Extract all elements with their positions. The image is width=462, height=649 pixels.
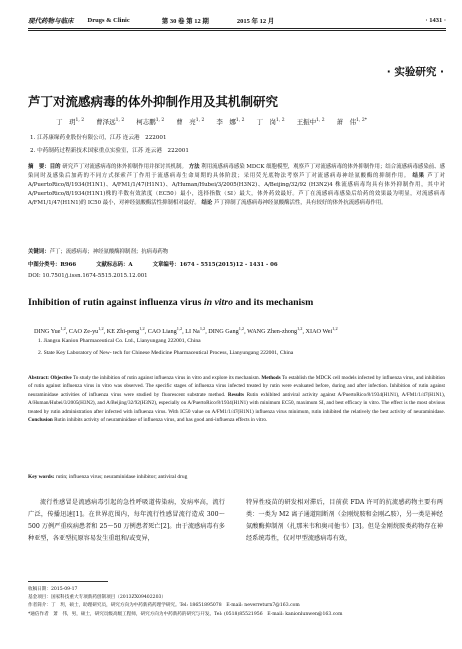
page-number: · 1431 · [425, 16, 446, 24]
abstract-cn-objective: 研究芦丁对流感病毒的体外抑制作用并探讨其机制。 [62, 164, 187, 170]
keywords-cn-label: 关键词： [28, 249, 50, 255]
abstract-en-results: Rutin exhibited antiviral activity against A/PuertoRico/8/1934(H1N1), A/FM1/1/47(H1N1), A/Human/Hubei/3/2005(H3N2), and A/Beijing/32/92(H3N2), especially on A/PuertoRico/8/1934(H1N1) with minimum EC50, maximum SI, and best efficacy in vitro. The effect is the most obvious treated by rutin administration after infected with influenza virus. With IC50 value on A/FM1/1/47(H1N1) influenza virus minimum, rutin inhibited the relatively the best activity of neuraminidase. [28, 391, 446, 415]
authors-cn [56, 117, 367, 126]
footnote-corresponding: *通信作者 萧 伟，男，硕士，研究员级高级工程师，研究方向为中药新药的研究与开发。Tel: (0518)85521956 E-mail: kanionlunwen@163.com [28, 611, 343, 617]
affiliation-cn-1: 1. 江苏康缘药业股份有限公司，江苏 连云港 222001 [30, 135, 167, 141]
author-en: CAO Liang$^{1,2}$ [147, 326, 183, 336]
author-en: CAO Ze-yu$^{1,2}$ [68, 326, 104, 336]
abstract-cn-conclusion: 芦丁抑制了流感病毒神经氨酸酶活性，具有较好的体外抗流感病毒作用。 [214, 200, 387, 207]
abstract-en-methods: To establish the MDCK cell models infected by influenza virus, and inhibition of rutin against influenza virus in vitro was observed. The specific stages of influenza virus infected treated by rutin were evaluated before, during and after infection. Inhibition of rutin against neuraminidase activities of influenza virus were studied by fluorescent substrate method. [28, 375, 446, 398]
author-en: DING Gang$^{1,2}$ [208, 326, 245, 336]
footnote-author-bio: 作者简介：丁 玥，硕士，助理研究员，研究方向为中药新药药理学研究。Tel: 18651895078 E-mail: neverreturn7@163.com [28, 603, 300, 609]
document-code: 文献标志码：A [96, 262, 133, 268]
author-en: LI Na$^{1,2}$ [185, 326, 206, 336]
keywords-en-text: rutin; influenza virus; neuraminidase inhibitor; antiviral drug [55, 474, 188, 480]
author-cn: 曹泽远$^{1, 2}$ [96, 117, 125, 126]
doi: DOI: 10.7501/j.issn.1674-5515.2015.12.001 [28, 273, 148, 279]
author-en: WANG Zhen-zhong$^{1,2}$ [247, 326, 303, 336]
abstract-cn-methods-label: 方法 [188, 164, 200, 170]
abstract-cn-conclusion-label: 结论 [201, 200, 213, 207]
abstract-cn-methods: 利用流感病毒感染 MDCK 细胞模型，观察芦丁对流感病毒的体外抑制作用；结合流感病毒感染前、感染同时及感染后加药的不同方式探索芦丁作用于流感病毒生命周期的具体阶段；采用荧光底物法考察芦丁对流感病毒神经氨酸酶的抑制作用。 [28, 164, 445, 180]
title-en: Inhibition of rutin against influenza virus in vitro and its mechanism [28, 297, 314, 308]
author-en: XIAO Wei$^{1,2}$ [305, 326, 338, 336]
author-cn: 李 娜$^{1, 2}$ [216, 117, 245, 126]
author-cn: 萧 伟$^{1, 2*}$ [336, 117, 367, 126]
author-cn: 曹 亮$^{1, 2}$ [176, 117, 205, 126]
footnote-received: 收稿日期：2015-09-17 [28, 587, 78, 592]
abstract-cn-objective-label: 目的 [49, 164, 61, 170]
abstract-en-conclusion: Rutin inhibits activity of neuraminidase of influenza virus, and has good anti-influenza effects in vitro. [54, 417, 268, 424]
author-cn: 丁 岗$^{1, 2}$ [256, 117, 285, 126]
clc-number: 中图分类号：R966 [28, 262, 77, 268]
abstract-en-objective: To study the inhibition of rutin against influenza virus in vitro and explore its mechanism. [72, 375, 262, 381]
abstract-en [28, 374, 445, 424]
classification-meta [28, 260, 278, 268]
keywords-en [28, 474, 445, 480]
body-text-right-column: 特异性疫苗的研发相对滞后，目前获 FDA 许可的抗流感药物主要有两类：一类为 M2 离子通道阻断剂（金刚烷胺和金刚乙胺），另一类是神经氨酸酶抑制剂（扎那米韦和奥司他韦）[3]。但是金刚烷胺类药物存在神经系统毒性，仅对甲型流感病毒有效， [246, 499, 443, 542]
footnote-funding: 基金项目：国家科技重大专项新药创制项目（2013ZX09402203） [28, 595, 167, 601]
header-rule-thin [28, 30, 446, 31]
footnotes [28, 586, 442, 619]
footnote-rule [28, 581, 108, 582]
author-cn: 王振中$^{1, 2}$ [296, 117, 325, 126]
affiliation-en-2: 2. State Key Laboratory of New- tech for Chinese Medicine Pharmaceutical Process, Lianyungang 222001, China [38, 350, 294, 356]
journal-volume: 第 30 卷 第 12 期 [161, 17, 209, 25]
affiliation-cn-2: 2. 中药制药过程新技术国家重点实验室，江苏 连云港 222001 [30, 148, 189, 154]
author-en: KE Zhi-peng$^{1,2}$ [106, 326, 145, 336]
journal-name-en: Drugs & Clinic [87, 16, 130, 24]
abstract-en-conclusion-label: Conclusion [28, 417, 53, 424]
keywords-en-label: Key words: [28, 474, 56, 480]
abstract-en-methods-label: Methods [261, 375, 281, 381]
journal-date: 2015 年 12 月 [236, 17, 275, 25]
running-header [28, 12, 446, 28]
abstract-cn-results-label: 结果 [412, 173, 425, 180]
author-cn: 柯志鹏$^{1, 2}$ [136, 117, 165, 126]
abstract-cn [28, 163, 445, 208]
abstract-en-results-label: Results [227, 391, 245, 398]
section-label: · 实验研究 · [386, 66, 444, 78]
author-cn: 丁 玥$^{1, 2}$ [56, 117, 85, 126]
abstract-cn-results: 芦丁对 A/PuertoRico/8/1934(H1N1)、A/FM1/1/47(H1N1)、A/Human/Hubei/3/2005(H3N2)、A/Beijing/32/92 (H3N2)4 株流感病毒均具有体外抑制作用，其中对 A/PuertoRico/8/1934(H1N1)株的半数有效浓度（EC50）最小，选择指数（SI）最大，体外药效最好。芦丁在流感病毒感染后给药的效果最为明显，对流感病毒 A/FM1/1/47(H1N1)的 IC50 最小，对神经氨酸酶活性抑制相对最好。 [28, 173, 445, 207]
affiliation-en-1: 1. Jiangsu Kanion Pharmaceutical Co. Ltd., Lianyungang 222001, China [38, 338, 201, 344]
author-en: DING Yue$^{1,2}$ [34, 326, 66, 336]
article-number: 文章编号：1674 - 5515(2015)12 - 1431 - 06 [152, 262, 278, 268]
authors-en: DING Yue$^{1,2}$, CAO Ze-yu$^{1,2}$, KE Zhi-peng$^{1,2}$, CAO Liang$^{1,2}$, LI Na$^{1,2}$, DING Gang$^{1,2}$, WANG Zhen-zhong$^{1,2}$, XIAO Wei$^{1,2}$ [34, 326, 338, 336]
abstract-en-objective-label: Objective [50, 375, 72, 381]
header-rule [28, 28, 446, 29]
title-cn: 芦丁对流感病毒的体外抑制作用及其机制研究 [28, 94, 279, 109]
keywords-cn [28, 247, 445, 255]
keywords-cn-text: 芦丁；流感病毒；神经氨酸酶抑制剂；抗病毒药物 [49, 249, 169, 255]
journal-name-cn: 现代药物与临床 [28, 17, 74, 25]
abstract-en-label: Abstract: [28, 375, 51, 381]
body-text-left-column: 流行性感冒是流感病毒引起的急性呼吸道传染病，发病率高，流行广泛，传播迅速[1]。在世界范围内，每年流行性感冒流行造成 300～500 万例严重疾病患者和 25～50 万例患者死亡[2]。由于流感病毒有多种亚型，各亚型抗原容易发生重组和/或变异， [28, 499, 225, 542]
abstract-cn-label: 摘 要： [28, 164, 50, 170]
